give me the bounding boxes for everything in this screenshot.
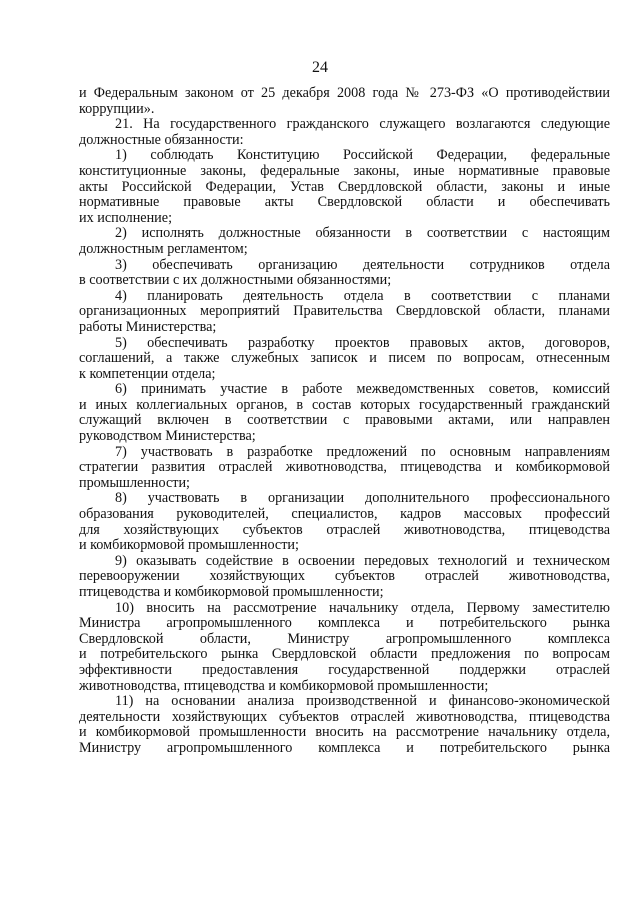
paragraph <box>79 289 610 336</box>
text-line: 5) обеспечивать разработку проектов правовых актов, договоров, <box>115 334 610 351</box>
text-line: организационных мероприятий Правительства Свердловской области, планами <box>79 303 610 320</box>
text-line: и Федеральным законом от 25 декабря 2008 года № 273-ФЗ «О противодействии <box>79 85 610 101</box>
text-line: Министра агропромышленного комплекса и потребительского рынка <box>79 615 610 632</box>
paragraph <box>79 226 610 257</box>
paragraph <box>79 601 610 695</box>
text-line: должностным регламентом; <box>79 240 248 257</box>
text-line: Министру агропромышленного комплекса и потребительского рынка <box>79 739 610 756</box>
text-line: и иных коллегиальных органов, в состав которых государственный гражданский <box>79 396 610 413</box>
text-line: должностные обязанности: <box>79 131 244 148</box>
text-line: конституционные законы, федеральные законы, иные нормативные правовые <box>79 162 610 179</box>
paragraph <box>79 86 610 117</box>
paragraph <box>79 148 610 226</box>
text-line: 7) участвовать в разработке предложений по основным направлениям <box>115 443 610 460</box>
text-line: стратегии развития отраслей животноводства, птицеводства и комбикормовой <box>79 459 610 476</box>
document-body <box>79 86 610 757</box>
text-line: для хозяйствующих субъектов отраслей животноводства, птицеводства <box>79 521 610 538</box>
text-line: эффективности предоставления государственной поддержки отраслей <box>79 661 610 678</box>
text-line: акты Российской Федерации, Устав Свердловской области, законы и иные <box>79 178 610 195</box>
text-line: 4) планировать деятельность отдела в соответствии с планами <box>115 287 610 304</box>
text-line: 1) соблюдать Конституцию Российской Федерации, федеральные <box>115 147 610 164</box>
text-line: 9) оказывать содействие в освоении передовых технологий и техническом <box>115 552 610 569</box>
text-line: 3) обеспечивать организацию деятельности сотрудников отдела <box>115 256 610 273</box>
paragraph <box>79 491 610 553</box>
text-line: служащий включен в соответствии с правовыми актами, или направлен <box>79 412 610 429</box>
paragraph <box>79 117 610 148</box>
text-line: к компетенции отдела; <box>79 365 216 382</box>
text-line: 6) принимать участие в работе межведомственных советов, комиссий <box>115 381 610 398</box>
text-line: перевооружении хозяйствующих субъектов отраслей животноводства, <box>79 568 610 585</box>
paragraph <box>79 554 610 601</box>
text-line: образования руководителей, специалистов, кадров массовых профессий <box>79 506 610 523</box>
text-line: их исполнение; <box>79 209 173 226</box>
text-line: животноводства, птицеводства и комбикормовой промышленности; <box>79 677 489 694</box>
text-line: 10) вносить на рассмотрение начальнику отдела, Первому заместителю <box>115 599 610 616</box>
text-line: 21. На государственного гражданского служащего возлагаются следующие <box>115 116 610 133</box>
text-line: в соответствии с их должностными обязанностями; <box>79 272 392 289</box>
text-line: 2) исполнять должностные обязанности в соответствии с настоящим <box>115 225 610 242</box>
text-line: и комбикормовой промышленности вносить на рассмотрение начальнику отдела, <box>79 724 610 741</box>
text-line: коррупции». <box>79 100 155 117</box>
text-line: 11) на основании анализа производственной и финансово-экономической <box>115 693 610 710</box>
text-line: 8) участвовать в организации дополнительного профессионального <box>115 490 610 507</box>
paragraph <box>79 694 610 756</box>
paragraph <box>79 336 610 383</box>
paragraph <box>79 382 610 444</box>
paragraph <box>79 445 610 492</box>
text-line: и комбикормовой промышленности; <box>79 537 299 554</box>
text-line: Свердловской области, Министру агропромышленного комплекса <box>79 630 610 647</box>
text-line: промышленности; <box>79 474 190 491</box>
text-line: руководством Министерства; <box>79 428 256 445</box>
text-line: работы Министерства; <box>79 318 217 335</box>
text-line: нормативные правовые акты Свердловской области и обеспечивать <box>79 194 610 211</box>
text-line: соглашений, а также служебных записок и писем по вопросам, отнесенным <box>79 350 610 367</box>
paragraph <box>79 258 610 289</box>
page-number: 24 <box>312 59 328 76</box>
text-line: деятельности хозяйствующих субъектов отраслей животноводства, птицеводства <box>79 708 610 725</box>
text-line: птицеводства и комбикормовой промышленности; <box>79 584 384 600</box>
text-line: и потребительского рынка Свердловской области предложения по вопросам <box>79 646 610 663</box>
